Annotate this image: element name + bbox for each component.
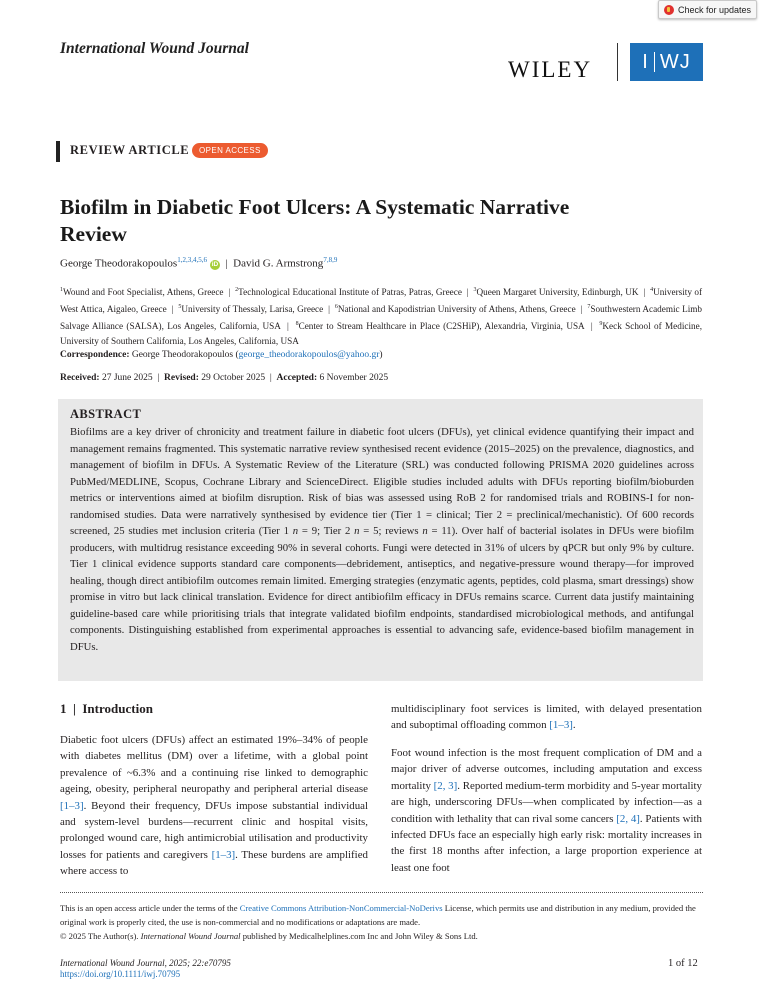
article-type-label: REVIEW ARTICLE [70,143,190,157]
doi-link[interactable]: https://doi.org/10.1111/iwj.70795 [60,969,181,979]
abstract-part: = 5; reviews [359,525,423,537]
body-text: . Beyond their frequency, DFUs impose substantial individual and system-level burdens—recurrent clinic and hospital visits, prolonged wound care, high antimicrobial utilisation and productivity losses for patients and caregivers [60,799,368,861]
journal-name: International Wound Journal [60,40,249,57]
affiliation: Keck School of Medicine, University of Southern California, Los Angeles, California, USA [60,321,702,347]
abstract-n: n [422,525,428,537]
body-text: . These burdens are amplified where access to [60,848,368,878]
author-affiliation-marks: 1,2,3,4,5,6 [177,256,207,264]
accepted-date: 6 November 2025 [319,373,389,383]
abstract-part: Biofilms are a key driver of chronicity and treatment failure in diabetic foot ulcers (DFUs), yet clinical evidence quantifying their impact and management remains fragmented. This systematic narrative review synthesised recent evidence (2015–2025) on the prevalence, diagnostics, and management of biofilm in DFUs. A Systematic Review of the Literature (SRL) was conducted following PRISMA 2020 guidelines across PubMed/MEDLINE, Scopus, Cochrane Library and ScienceDirect. Eligible studies included adults with DFUs reporting biofilm/bioburden metrics or interventions aimed at biofilm disruption. Risk of bias was assessed using RoB 2 for randomised trials and ROBINS-I for non-randomised studies. Data were narratively synthesised by evidence tier (Tier 1 = clinical; Tier 2 = preclinical/mechanistic). Of 600 records screened, 25 studies met inclusion criteria (Tier 1 [70,426,694,537]
crossmark-icon [664,5,674,15]
author-list [60,256,337,270]
body-text: Foot wound infection is the most frequent complication of DM and a major driver of adverse outcomes, including amputation and excess mortality [391,747,702,792]
article-type-bar [56,141,60,162]
section-title: Introduction [82,701,153,716]
affiliation-number: 9 [599,321,603,328]
section-number: 1 [60,701,67,716]
orcid-icon[interactable]: iD [211,260,219,268]
affiliations: $^1$Wound and Foot Specialist, Athens, Greece | $^2$Technological Educational Institute of Patras, Patras, Greece | $^3$Queen Margaret University, Edinburgh, UK | $^4$University of West Attica, Aigaleo, Greece | $^5$University of Thessaly, Larisa, Greece | $^6$National and Kapodistrian University of Athens, Athens, Greece | $^7$Southwestern Academic Limb Salvage Alliance (SALSA), Los Angeles, California, USA | $^8$Center to Stream Healthcare in Place (C2SHiP), Alexandria, Virginia, USA | $^9$Keck School of Medicine, University of Southern California, Los Angeles, California, USA [60,287,703,347]
author-affiliation-marks: 7,8,9 [323,256,338,264]
received-date: 27 June 2025 [101,373,153,383]
affiliation: National and Kapodistrian University of Athens, Athens, Greece [337,304,576,315]
body-text: . Patients with infected DFUs face an especially high early risk: mortality increases in the first 18 months after infection, a large proportion experience at least one foot [391,812,702,874]
license-text: This is an open access article under the terms of the [60,903,240,913]
citation-line: International Wound Journal, 2025; 22:e70795 [60,958,231,968]
intro-paragraph-1-continued [391,701,702,734]
correspondence-name: George Theodorakopoulos [131,350,234,360]
license-link[interactable]: Creative Commons Attribution-NonCommercial-NoDerivs [239,903,443,913]
affiliation: Wound and Foot Specialist, Athens, Greece [63,287,224,298]
wiley-logo: WILEY [508,57,593,82]
section-heading-introduction [60,701,153,717]
abstract-text [70,424,694,655]
body-text: . Reported medium-term morbidity and 5-year mortality are high, underscoring DFUs—when complicated by infection—as a condition with lethality that can rival some cancers [391,779,702,825]
citation-link[interactable]: [1–3] [60,799,84,812]
affiliation-number: 4 [650,287,654,293]
citation-link[interactable]: [1–3] [211,848,236,861]
affiliation: Southwestern Academic Limb Salvage Alliance (SALSA), Los Angeles, California, USA [60,304,703,332]
citation-link[interactable]: [1–3] [549,719,573,732]
correspondence-email-link[interactable]: george_theodorakopoulos@yahoo.gr [238,350,380,360]
correspondence-label: Correspondence: [60,350,130,360]
affiliation-number: 1 [60,287,63,293]
body-text: . [572,719,576,732]
citation-link[interactable]: [2, 4] [616,812,640,825]
iwj-logo-wj: WJ [659,50,691,73]
abstract-part: = 11). Over half of bacterial isolates in DFUs were biofilm producers, with multidrug resistance exceeding 90% in several cohorts. Fungi were detected in 31% of ulcers by qPCR but only 9% by culture. Tier 1 clinical evidence supports standard care components—debridement, antiseptics, and negative-pressure wound therapy—for improved healing, though direct antibiofilm outcomes remain limited. Emerging strategies (enzymatic agents, peptides, cold plasma, smart dressings) show promise in vitro but lack clinical translation. Evidence for direct antibiofilm efficacy in DFUs remains scarce. Current data justify maintaining guideline-based care while prioritising trials that integrate validated biofilm endpoints, standardised microbiological methods, and antifungal components. Distinguishing established from experimental approaches is essential to advancing safe, evidence-based biofilm management in DFUs. [70,525,695,653]
page-number: 1 of 12 [668,958,698,969]
article-dates: Received: 27 June 2025 | Revised: 29 October 2025 | Accepted: 6 November 2025 [60,373,389,383]
correspondence: Correspondence: George Theodorakopoulos (george_theodorakopoulos@yahoo.gr) [60,350,383,360]
check-for-updates-button[interactable] [658,0,757,19]
affiliation-number: 8 [295,321,299,328]
affiliation: University of Thessaly, Larisa, Greece [181,304,324,315]
affiliation: University of West Attica, Aigaleo, Greece [60,287,703,315]
iwj-logo-separator [654,52,655,72]
copyright-text: © 2025 The Author(s). [60,931,141,941]
affiliation-number: 7 [587,304,591,311]
affiliation-number: 6 [334,304,338,311]
author-separator: | [225,257,228,270]
author-name[interactable]: David G. Armstrong [233,257,324,270]
author-name[interactable]: George Theodorakopoulos [60,257,178,270]
iwj-logo-i: I [642,50,649,73]
intro-paragraph-2 [391,745,702,876]
body-text: Diabetic foot ulcers (DFUs) affect an estimated 19%–34% of people with diabetes mellitus (DM) over a lifetime, with a global point prevalence of ~6.3% and a continuing rise linked to demographic ageing, obesity, peripheral neuropathy and peripheral arterial disease [60,734,368,796]
article-title: Biofilm in Diabetic Foot Ulcers: A Systematic Narrative Review [60,195,570,246]
open-access-badge: OPEN ACCESS [192,143,268,158]
affiliation: Technological Educational Institute of Patras, Patras, Greece [238,287,462,298]
affiliation-number: 3 [473,287,477,293]
citation-link[interactable]: [2, 3] [433,779,458,792]
abstract-part: = 9; Tier 2 [298,525,355,537]
check-for-updates-label: Check for updates [678,4,752,15]
revised-label: Revised: [164,373,199,383]
affiliation-number: 5 [178,304,182,311]
abstract-n: n [354,525,360,537]
revised-date: 29 October 2025 [201,373,266,383]
intro-paragraph-1 [60,732,368,880]
iwj-logo [630,43,703,81]
license-note [60,902,703,929]
copyright-note [60,931,478,941]
logo-divider [617,43,618,81]
license-text: License, which permits use and distribution in any medium, provided the original work is properly cited, the use is non-commercial and no modifications or adaptations are made. [60,903,696,927]
body-text: multidisciplinary foot services is limited, with delayed presentation and suboptimal offloading common [391,703,702,732]
copyright-journal: International Wound Journal [140,931,241,941]
section-separator: | [73,701,76,716]
received-label: Received: [60,373,100,383]
abstract-n: n [292,525,299,537]
affiliation: Center to Stream Healthcare in Place (C2SHiP), Alexandria, Virginia, USA [298,321,585,332]
abstract-heading: ABSTRACT [70,407,142,421]
affiliation: Queen Margaret University, Edinburgh, UK [476,287,639,298]
affiliation-number: 2 [235,287,239,293]
accepted-label: Accepted: [276,373,318,383]
copyright-text: published by Medicalhelplines.com Inc and John Wiley & Sons Ltd. [240,931,478,941]
footnote-divider [60,892,703,893]
